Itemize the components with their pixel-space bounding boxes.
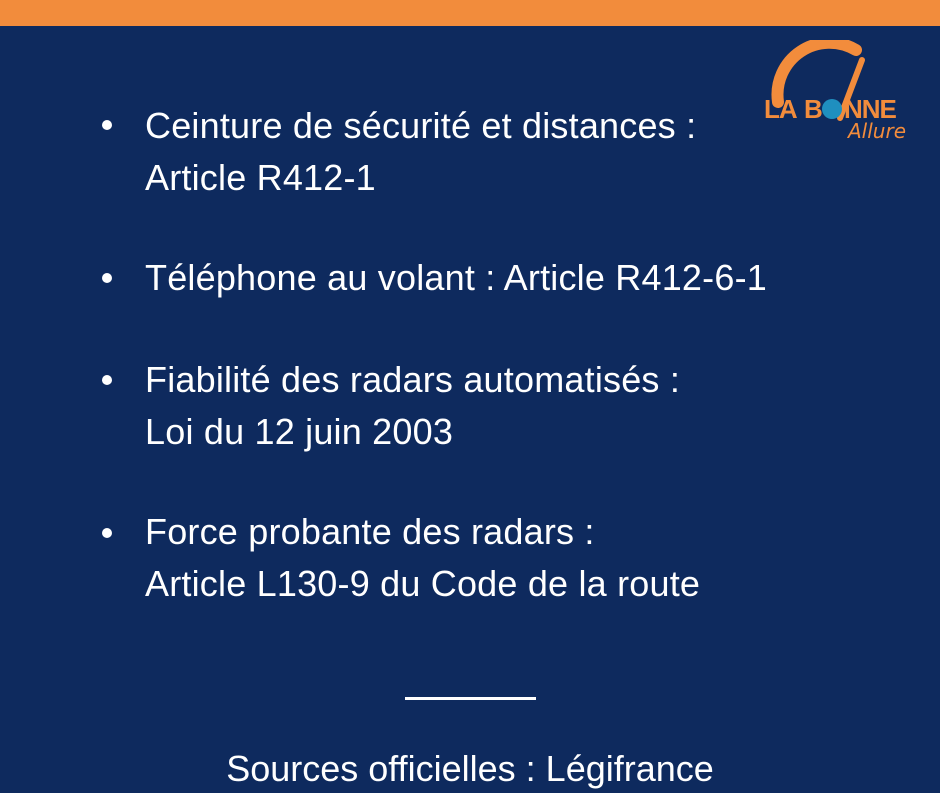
svg-text:Allure: Allure <box>848 119 906 143</box>
svg-text:LA: LA <box>764 94 797 124</box>
item-4-title: Force probante des radars : <box>145 511 595 552</box>
bullet-dot <box>102 120 112 130</box>
svg-text:B: B <box>804 94 822 124</box>
svg-text:NNE: NNE <box>844 94 896 124</box>
item-3-reference: Loi du 12 juin 2003 <box>145 411 454 452</box>
divider-line <box>405 697 536 700</box>
item-1-reference: Article R412-1 <box>145 157 376 198</box>
item-4-reference: Article L130-9 du Code de la route <box>145 563 701 604</box>
item-3-title: Fiabilité des radars automatisés : <box>145 359 681 400</box>
item-2-title: Téléphone au volant : Article R412-6-1 <box>145 257 767 298</box>
sources-footer: Sources officielles : Légifrance <box>226 748 714 789</box>
item-1-title: Ceinture de sécurité et distances : <box>145 105 697 146</box>
bullet-dot <box>102 528 112 538</box>
bullet-dot <box>102 273 112 283</box>
bullet-dot <box>102 375 112 385</box>
